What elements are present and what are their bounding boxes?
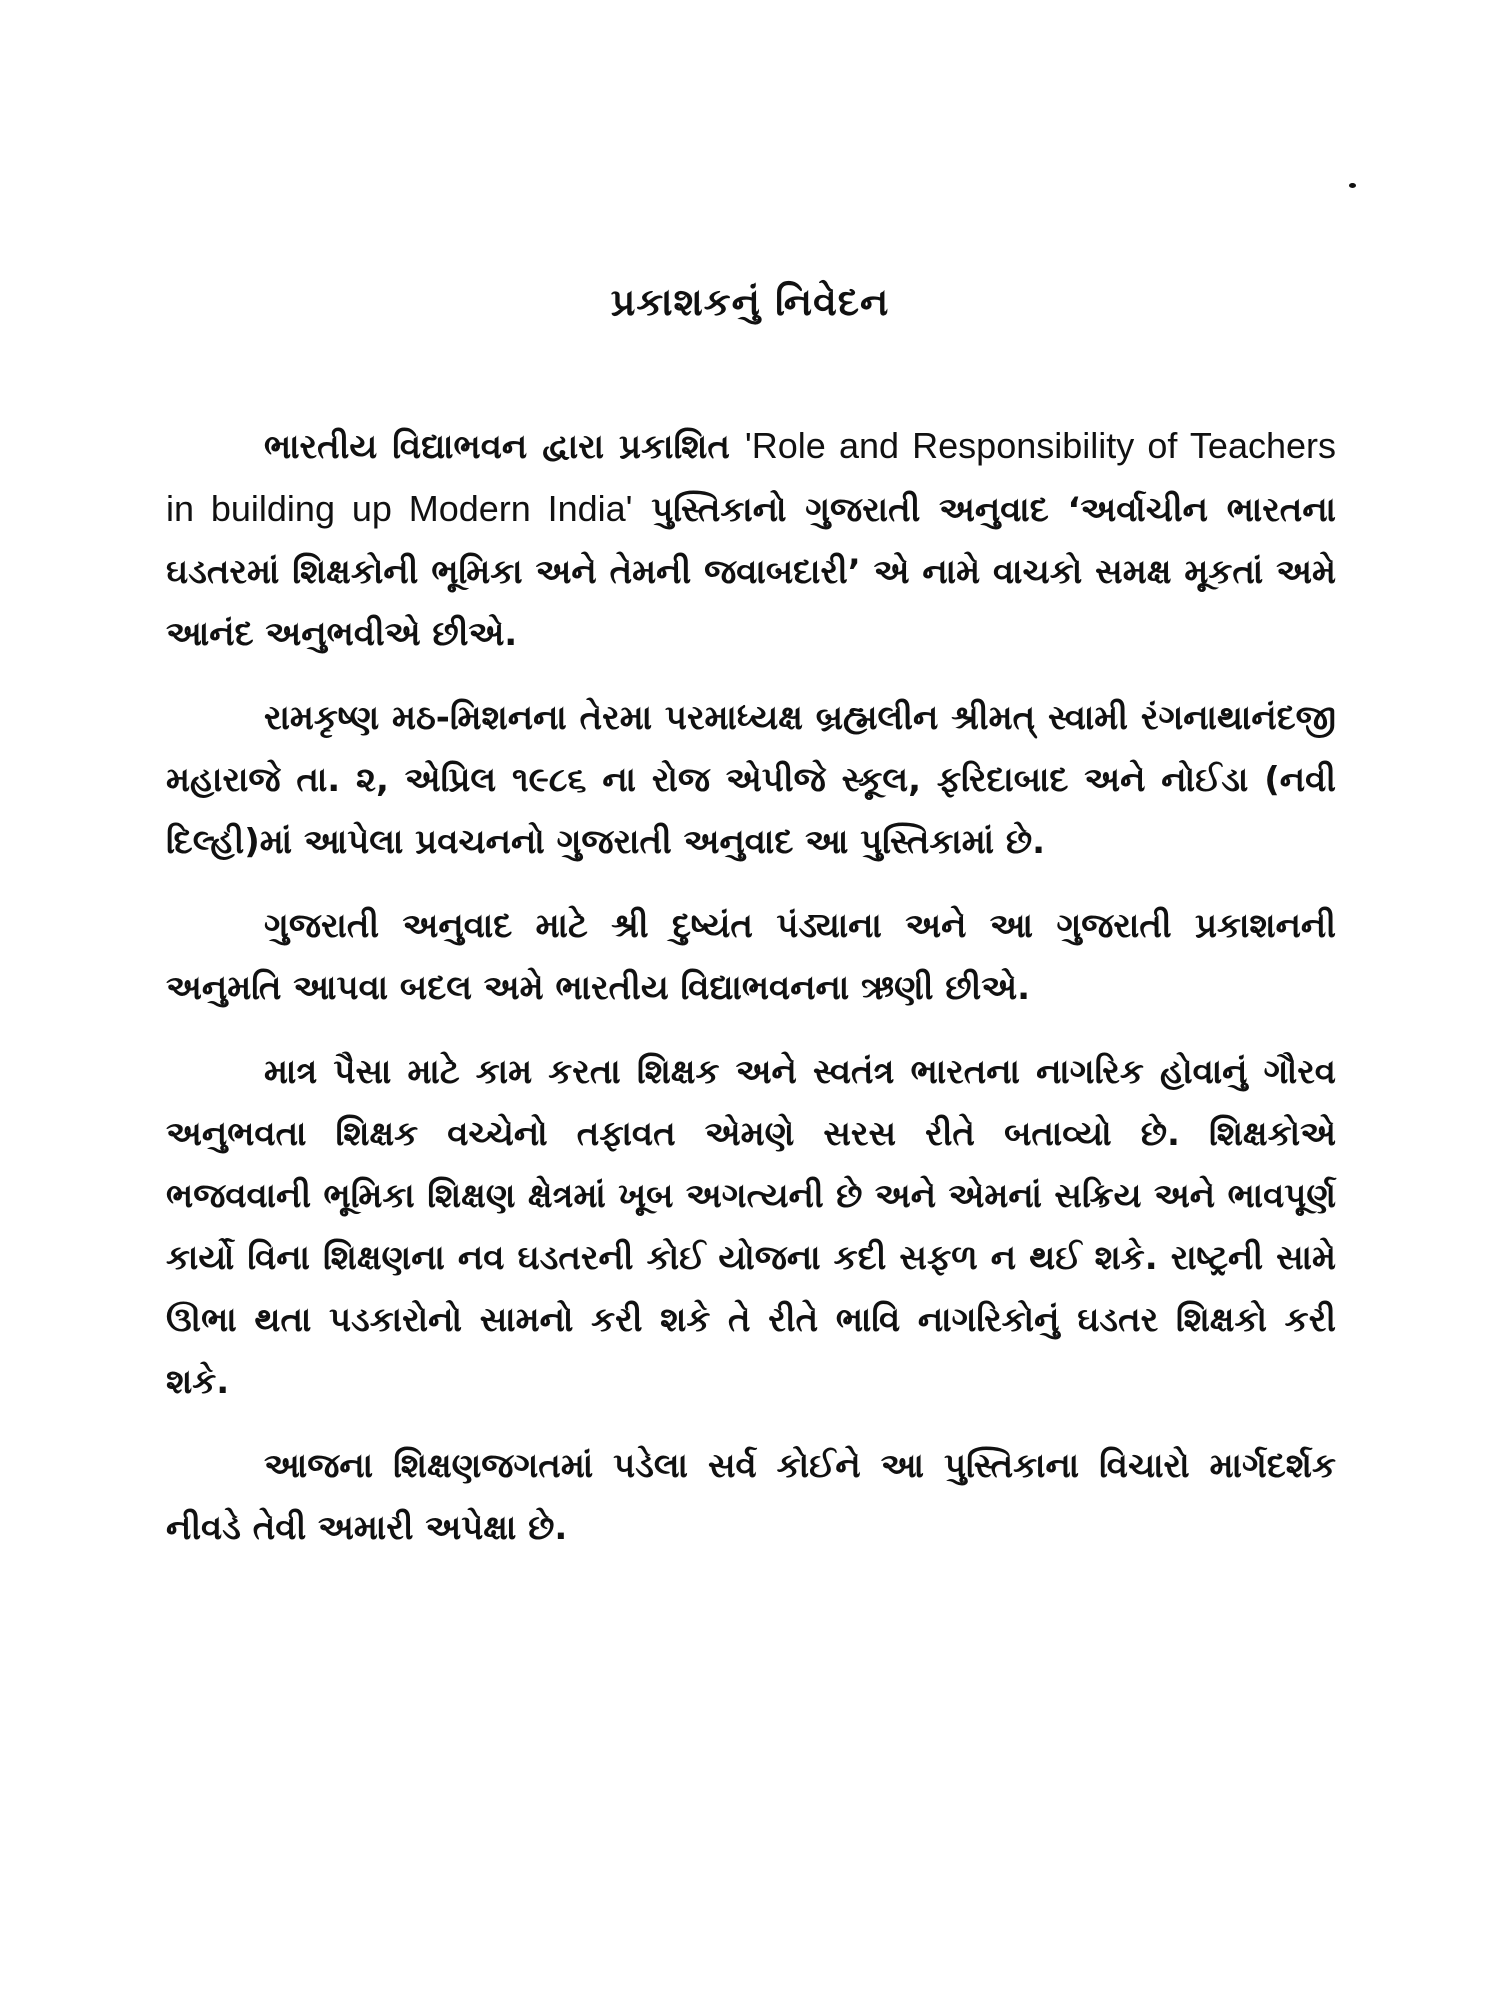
page-title: પ્રકાશકનું નિવેદન	[610, 280, 890, 324]
scan-speck	[1349, 183, 1356, 188]
paragraph-3: ગુજરાતી અનુવાદ માટે શ્રી દુષ્યંત પંડ્યાના અને આ ગુજરાતી પ્રકાશનની અનુમતિ આપવા બદલ અમે ભારતીય વિદ્યાભવનના ઋણી છીએ.	[166, 906, 1336, 1008]
paragraph-1-part-1: ભારતીય વિદ્યાભવન દ્વારા પ્રકાશિત	[264, 427, 745, 467]
paragraph-2: રામકૃષ્ણ મઠ-મિશનના તેરમા પરમાધ્યક્ષ બ્રહ્મલીન શ્રીમત્ સ્વામી રંગનાથાનંદજી મહારાજે તા. ૨, એપ્રિલ ૧૯૮૬ ના રોજ એપીજે સ્કૂલ, ફરિદાબાદ અને નોઈડા (નવી દિલ્હી)માં આપેલા પ્રવચનનો ગુજરાતી અનુવાદ આ પુસ્તિકામાં છે.	[166, 698, 1336, 862]
paragraph-4: માત્ર પૈસા માટે કામ કરતા શિક્ષક અને સ્વતંત્ર ભારતના નાગરિક હોવાનું ગૌરવ અનુભવતા શિક્ષક વચ્ચેનો તફાવત એમણે સરસ રીતે બતાવ્યો છે. શિક્ષકોએ ભજવવાની ભૂમિકા શિક્ષણ ક્ષેત્રમાં ખૂબ અગત્યની છે અને એમનાં સક્રિય અને ભાવપૂર્ણ કાર્યો વિના શિક્ષણના નવ ઘડતરની કોઈ યોજના કદી સફળ ન થઈ શકે. રાષ્ટ્રની સામે ઊભા થતા પડકારોનો સામનો કરી શકે તે રીતે ભાવિ નાગરિકોનું ઘડતર શિક્ષકો કરી શકે.	[166, 1052, 1336, 1402]
body-text	[166, 415, 1336, 1581]
paragraph-5: આજના શિક્ષણજગતમાં પડેલા સર્વ કોઈને આ પુસ્તિકાના વિચારો માર્ગદર્શક નીવડે તેવી અમારી અપેક્ષા છે.	[166, 1446, 1336, 1548]
paragraph-1	[166, 415, 1336, 665]
paragraph-1-part-2: પુસ્તિકાનો ગુજરાતી અનુવાદ ‘અર્વાચીન ભારતના ઘડતરમાં શિક્ષકોની ભૂમિકા અને તેમની જવાબદારી’ એ નામે વાચકો સમક્ષ મૂકતાં અમે આનંદ અનુભવીએ છીએ.	[166, 490, 1336, 654]
english-booklet-title: 'Role and Responsibility of Teachers in building up Modern India'	[166, 425, 1336, 529]
